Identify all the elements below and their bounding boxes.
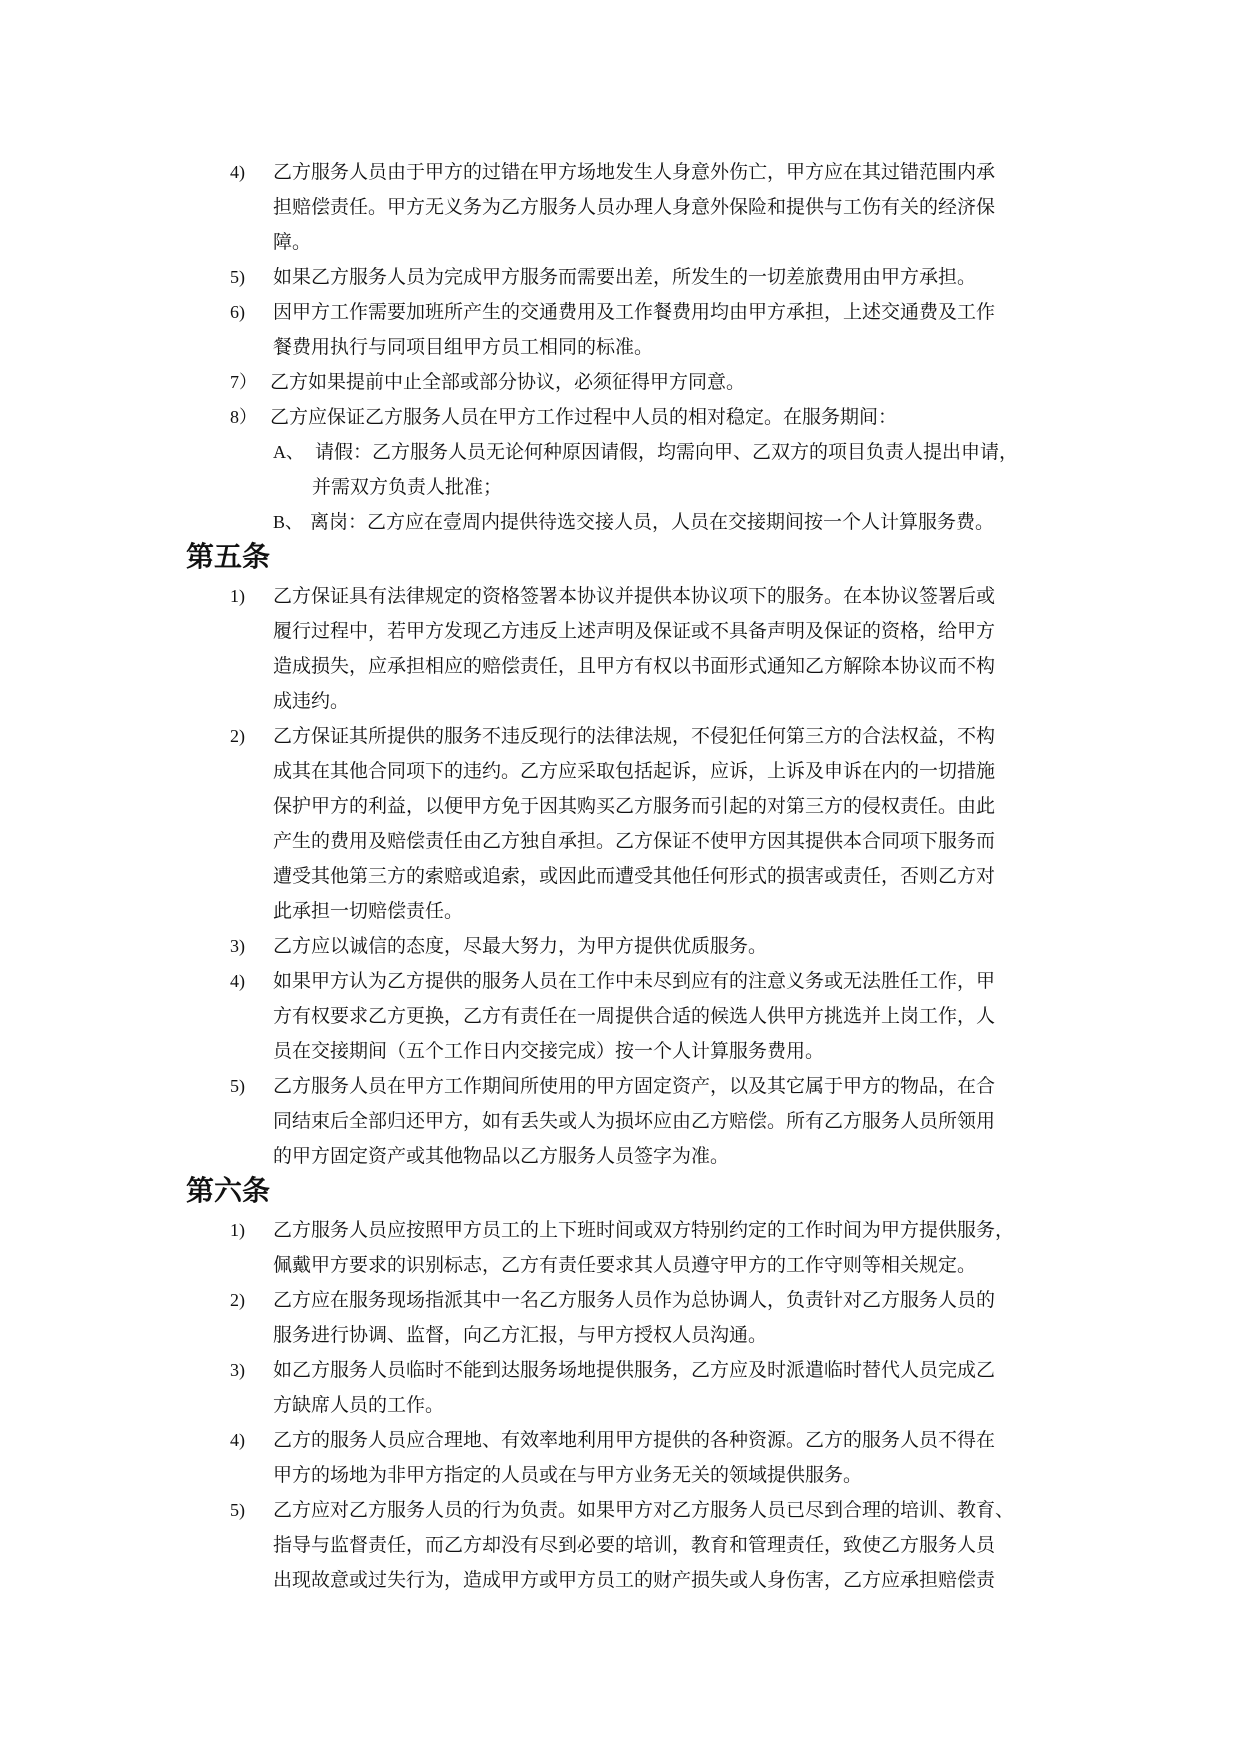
item-text-line: 员在交接期间（五个工作日内交接完成）按一个人计算服务费用。: [273, 1040, 825, 1062]
item-text-line: 乙方应对乙方服务人员的行为负责。如果甲方对乙方服务人员已尽到合理的培训、教育、: [273, 1499, 1015, 1521]
item-number: 4): [230, 162, 245, 182]
item-number: 7）: [230, 372, 257, 392]
item-text-line: 乙方应在服务现场指派其中一名乙方服务人员作为总协调人，负责针对乙方服务人员的: [273, 1289, 996, 1311]
item-text-line: 如乙方服务人员临时不能到达服务场地提供服务，乙方应及时派遣临时替代人员完成乙: [273, 1359, 996, 1381]
item-text-line: 成违约。: [273, 690, 350, 712]
item-text-line: 此承担一切赔偿责任。: [273, 900, 464, 922]
item-text-line: 乙方服务人员由于甲方的过错在甲方场地发生人身意外伤亡，甲方应在其过错范围内承: [273, 161, 996, 183]
item-number: 5): [230, 267, 245, 287]
item-text-line: 履行过程中，若甲方发现乙方违反上述声明及保证或不具备声明及保证的资格，给甲方: [273, 620, 996, 642]
item-text-line: 乙方应以诚信的态度，尽最大努力，为甲方提供优质服务。: [273, 935, 768, 957]
item-number: 2): [230, 1290, 245, 1310]
item-text-line: 方有权要求乙方更换，乙方有责任在一周提供合适的候选人供甲方挑选并上岗工作，人: [273, 1005, 996, 1027]
item-number: 4): [230, 1430, 245, 1450]
item-text-line: 保护甲方的利益，以便甲方免于因其购买乙方服务而引起的对第三方的侵权责任。由此: [273, 795, 996, 817]
item-number: 4): [230, 971, 245, 991]
item-number: 3): [230, 936, 245, 956]
sub-item-text-line: 离岗：乙方应在壹周内提供待选交接人员，人员在交接期间按一个人计算服务费。: [310, 511, 995, 533]
item-text-line: 成其在其他合同项下的违约。乙方应采取包括起诉，应诉，上诉及申诉在内的一切措施: [273, 760, 996, 782]
item-text-line: 方缺席人员的工作。: [273, 1394, 445, 1416]
item-number: 3): [230, 1360, 245, 1380]
item-text-line: 担赔偿责任。甲方无义务为乙方服务人员办理人身意外保险和提供与工伤有关的经济保: [273, 196, 996, 218]
sub-item-text-line: 并需双方负责人批准；: [312, 476, 503, 498]
item-text-line: 乙方服务人员应按照甲方员工的上下班时间或双方特别约定的工作时间为甲方提供服务，: [273, 1219, 1015, 1241]
sub-item-label: A、: [273, 442, 304, 462]
item-text-line: 乙方保证具有法律规定的资格签署本协议并提供本协议项下的服务。在本协议签署后或: [273, 585, 996, 607]
item-text-line: 乙方应保证乙方服务人员在甲方工作过程中人员的相对稳定。在服务期间：: [270, 406, 898, 428]
item-text-line: 乙方的服务人员应合理地、有效率地利用甲方提供的各种资源。乙方的服务人员不得在: [273, 1429, 996, 1451]
item-text-line: 指导与监督责任，而乙方却没有尽到必要的培训，教育和管理责任，致使乙方服务人员: [273, 1534, 996, 1556]
item-text-line: 造成损失，应承担相应的赔偿责任，且甲方有权以书面形式通知乙方解除本协议而不构: [273, 655, 996, 677]
item-text-line: 乙方服务人员在甲方工作期间所使用的甲方固定资产，以及其它属于甲方的物品，在合: [273, 1075, 996, 1097]
item-text-line: 因甲方工作需要加班所产生的交通费用及工作餐费用均由甲方承担，上述交通费及工作: [273, 301, 996, 323]
item-text-line: 同结束后全部归还甲方，如有丢失或人为损坏应由乙方赔偿。所有乙方服务人员所领用: [273, 1110, 996, 1132]
item-text-line: 乙方如果提前中止全部或部分协议，必须征得甲方同意。: [270, 371, 746, 393]
item-text-line: 餐费用执行与同项目组甲方员工相同的标准。: [273, 336, 654, 358]
item-text-line: 服务进行协调、监督，向乙方汇报，与甲方授权人员沟通。: [273, 1324, 768, 1346]
item-text-line: 甲方的场地为非甲方指定的人员或在与甲方业务无关的领域提供服务。: [273, 1464, 863, 1486]
item-number: 2): [230, 726, 245, 746]
section-title: 第六条: [186, 1174, 271, 1207]
sub-item-text-line: 请假：乙方服务人员无论何种原因请假，均需向甲、乙双方的项目负责人提出申请，: [315, 441, 1019, 463]
item-text-line: 产生的费用及赔偿责任由乙方独自承担。乙方保证不使甲方因其提供本合同项下服务而: [273, 830, 996, 852]
item-number: 5): [230, 1500, 245, 1520]
item-number: 1): [230, 1220, 245, 1240]
item-text-line: 如果乙方服务人员为完成甲方服务而需要出差，所发生的一切差旅费用由甲方承担。: [273, 266, 977, 288]
item-text-line: 佩戴甲方要求的识别标志，乙方有责任要求其人员遵守甲方的工作守则等相关规定。: [273, 1254, 977, 1276]
item-number: 1): [230, 586, 245, 606]
item-text-line: 遭受其他第三方的索赔或追索，或因此而遭受其他任何形式的损害或责任，否则乙方对: [273, 865, 996, 887]
sub-item-label: B、: [273, 512, 304, 532]
item-text-line: 出现故意或过失行为，造成甲方或甲方员工的财产损失或人身伤害，乙方应承担赔偿责: [273, 1569, 996, 1591]
item-number: 8）: [230, 407, 257, 427]
section-title: 第五条: [186, 540, 271, 573]
item-text-line: 障。: [273, 231, 312, 253]
item-number: 5): [230, 1076, 245, 1096]
item-text-line: 的甲方固定资产或其他物品以乙方服务人员签字为准。: [273, 1145, 730, 1167]
item-text-line: 乙方保证其所提供的服务不违反现行的法律法规，不侵犯任何第三方的合法权益，不构: [273, 725, 996, 747]
item-number: 6): [230, 302, 245, 322]
item-text-line: 如果甲方认为乙方提供的服务人员在工作中未尽到应有的注意义务或无法胜任工作，甲: [273, 970, 996, 992]
